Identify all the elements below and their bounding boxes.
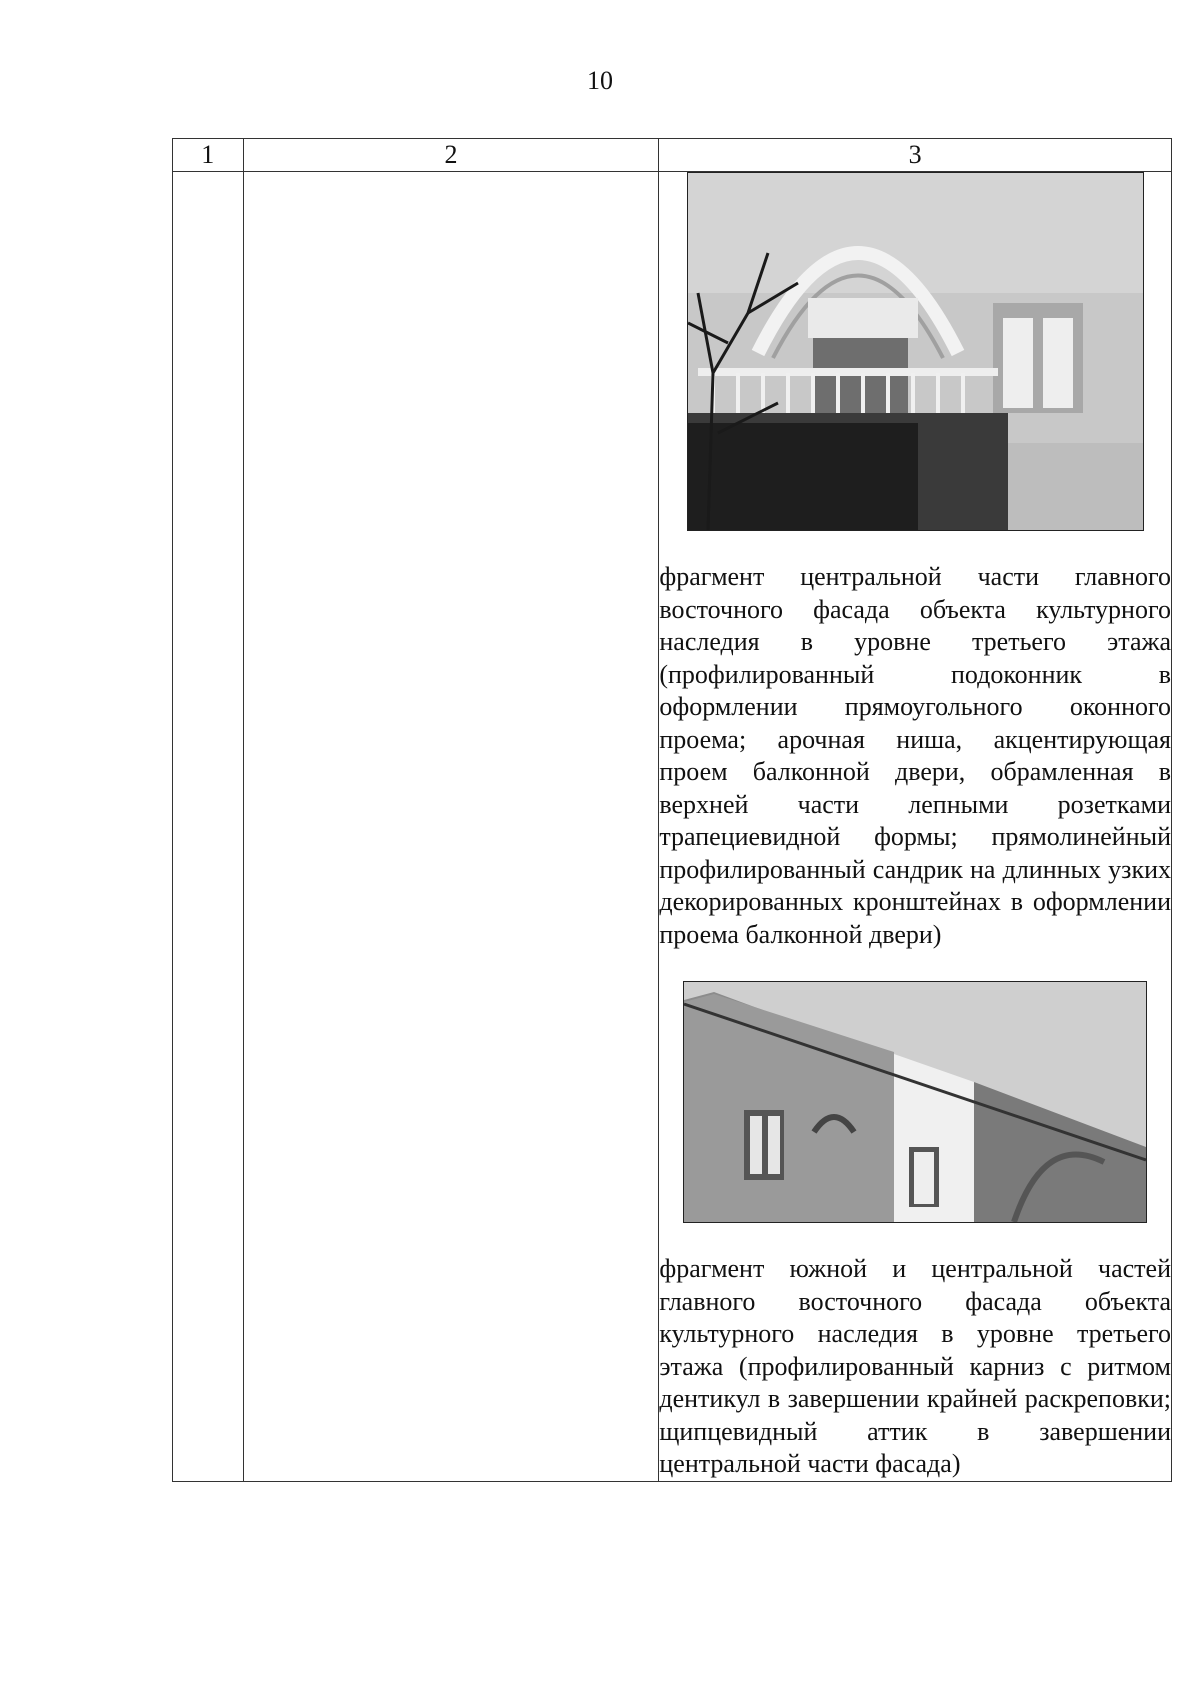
facade-photo-2 [683,981,1147,1223]
photo-caption-1: фрагмент центральной части главного восточного фасада объекта культурного наследия в уровне третьего этажа (профилированный подоконник в оформлении прямоугольного оконного проема; арочная ниша, акцентирующая проем балконной двери, обрамленная в верхней части лепными розетками трапециевидной формы; прямолинейный профилированный сандрик на длинных узких декорированных кронштейнах в оформлении проема балконной двери) [659,562,1171,949]
photo-caption-2: фрагмент южной и центральной частей главного восточного фасада объекта культурного наследия в уровне третьего этажа (профилированный карниз с ритмом дентикул в завершении крайней раскреповки; щипцевидный аттик в завершении центральной части фасада) [659,1254,1171,1478]
cell-col-3 [659,172,1172,1482]
cell-col-1 [173,172,244,1482]
page-number: 10 [587,66,613,95]
document-table [172,138,1172,1482]
header-col-3: 3 [659,139,1172,172]
cell-col-2 [243,172,659,1482]
header-col-1: 1 [173,139,244,172]
table-row [173,172,1172,1482]
header-col-2: 2 [243,139,659,172]
facade-photo-1 [687,172,1144,531]
table-header-row [173,139,1172,172]
